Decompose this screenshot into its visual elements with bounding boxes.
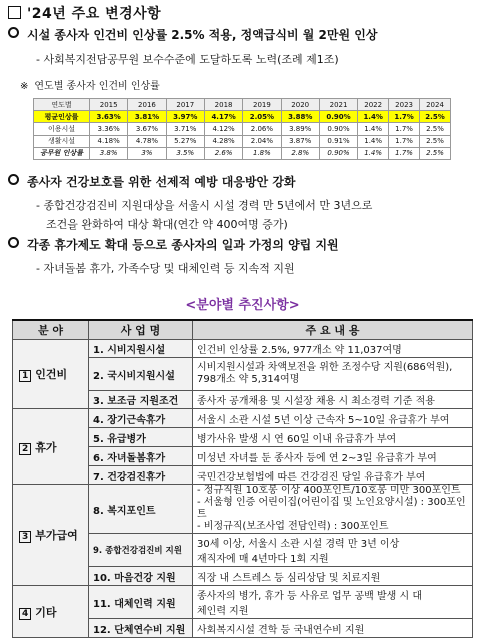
table-cell: 3.63% [90,111,128,123]
table-cell: 2.5% [420,111,451,123]
table-cell: 0.90% [319,123,357,135]
table-row [13,485,473,534]
circle-bullet-icon [8,27,19,38]
header-cell: 연도별 [34,99,90,111]
program-name: 12. 단체연수비 지원 [89,619,193,638]
table-cell: 1.7% [389,147,420,159]
header-cell: 2018 [204,99,242,111]
program-table [12,319,473,638]
section-heading: <분야별 추진사항> [185,298,300,313]
program-name: 2. 국시비지원시설 [89,358,193,391]
table-row [13,409,473,428]
table-row [34,111,451,123]
note-text: 연도별 종사자 인건비 인상률 [34,81,160,92]
program-name: 5. 유급병가 [89,428,193,447]
row-label: 공무원 인상률 [34,147,90,159]
note-mark: ※ [20,81,29,92]
category-cell [13,340,89,409]
header-cell: 2021 [319,99,357,111]
table-cell: 3.67% [128,123,166,135]
table-cell: 2.6% [204,147,242,159]
category-name: 인건비 [35,368,68,381]
sub-item: - 자녀돌봄 휴가, 가족수당 및 대체인력 등 지속적 지원 [36,262,295,275]
content-line: 798개소 약 5,314여명 [197,374,300,385]
header-cell: 2023 [389,99,420,111]
bullet-item-3 [8,236,339,253]
table-cell: 2.8% [281,147,319,159]
table-cell: 1.7% [389,135,420,147]
sub-item: - 종합건강검진비 지원대상을 서울시 시설 경력 만 5년에서 만 3년으로 [36,199,373,212]
program-content: 사회복지시설 견학 등 국내연수비 지원 [193,619,473,638]
content-line: - 정규직원 10호봉 이상 400포인트/10호봉 미만 300포인트 [197,485,461,496]
table-cell: 2.04% [243,135,281,147]
table-row [34,135,451,147]
program-name: 10. 마음건강 지원 [89,567,193,586]
header-cell: 2022 [358,99,389,111]
category-number: 4 [19,608,31,620]
bullet-item-1 [8,26,377,43]
table-cell: 3.87% [281,135,319,147]
category-name: 휴가 [35,440,57,454]
bullet-item-2 [8,173,296,190]
header-cell: 사 업 명 [89,320,193,340]
program-content: 서울시 소관 시설 5년 이상 근속자 5~10일 유급휴가 부여 [193,409,473,428]
program-name: 4. 장기근속휴가 [89,409,193,428]
table-row [13,340,473,358]
table-caption [20,77,160,92]
table-cell: 3% [128,147,166,159]
table-cell: 4.17% [204,111,242,123]
content-line: 재직자에 매 4년마다 1회 지원 [197,554,329,565]
header-cell: 2016 [128,99,166,111]
header-cell: 분 야 [13,320,89,340]
table-cell: 3.97% [166,111,204,123]
program-name: 7. 건강검진휴가 [89,466,193,485]
table-cell: 3.89% [281,123,319,135]
program-content [193,485,473,534]
circle-bullet-icon [8,237,19,248]
row-label: 평균인상률 [34,111,90,123]
header-cell: 2020 [281,99,319,111]
table-cell: 2.5% [420,123,451,135]
category-number: 3 [19,531,31,543]
program-content: 종사자 공개채용 및 시설장 채용 시 최소경력 기준 적용 [193,391,473,409]
page-title: '24년 주요 변경사항 [27,6,162,22]
row-label: 생활시설 [34,135,90,147]
table-cell: 1.4% [358,147,389,159]
section-title [8,3,161,23]
content-line: 체인력 지원 [197,606,249,617]
sub-item: - 사회복지전담공무원 보수수준에 도달하도록 노력(조례 제1조) [36,53,339,66]
header-cell: 주 요 내 용 [193,320,473,340]
bullet-text: 종사자 건강보호를 위한 선제적 예방 대응방안 강화 [27,175,296,189]
table-row [34,123,451,135]
content-line: 시비지원시설과 차액보전을 위한 조정수당 지원(686억원), [197,362,453,373]
category-number: 1 [19,370,31,382]
program-content: 병가사유 발생 시 연 60일 이내 유급휴가 부여 [193,428,473,447]
bullet-text: 각종 휴가제도 확대 등으로 종사자의 일과 가정의 양립 지원 [27,238,339,252]
table-cell: 4.28% [204,135,242,147]
table-cell: 3.88% [281,111,319,123]
table-cell: 1.7% [389,111,420,123]
program-content: 미성년 자녀를 둔 종사자 등에 연 2~3일 유급휴가 부여 [193,447,473,466]
table-cell: 2.5% [420,147,451,159]
table-cell: 4.12% [204,123,242,135]
header-cell: 2024 [420,99,451,111]
table-cell: 1.4% [358,123,389,135]
program-content: 직장 내 스트레스 등 심리상담 및 치료지원 [193,567,473,586]
table-row [34,147,451,159]
checkbox-square-icon [8,6,21,19]
table-cell: 1.4% [358,135,389,147]
content-line: 30세 이상, 서울시 소관 시설 경력 만 3년 이상 [197,539,400,550]
category-name: 부가급여 [35,529,78,542]
program-content: 인건비 인상률 2.5%, 977개소 약 11,037여명 [193,340,473,358]
table-cell: 4.78% [128,135,166,147]
table-cell: 4.18% [90,135,128,147]
circle-bullet-icon [8,174,19,185]
row-label: 이용시설 [34,123,90,135]
header-cell: 2015 [90,99,128,111]
header-cell: 2017 [166,99,204,111]
table-row [13,586,473,619]
program-name: 8. 복지포인트 [89,485,193,534]
table-cell: 3.71% [166,123,204,135]
table-cell: 5.27% [166,135,204,147]
program-name: 9. 종합건강검진비 지원 [89,534,193,567]
program-name: 1. 시비지원시설 [89,340,193,358]
table-header-row [13,320,473,340]
table-cell: 0.90% [319,111,357,123]
program-content: 국민건강보험법에 따른 건강검진 당일 유급휴가 부여 [193,466,473,485]
content-line: 종사자의 병가, 휴가 등 사유로 업무 공백 발생 시 대 [197,591,422,602]
table-cell: 2.06% [243,123,281,135]
table-cell: 3.5% [166,147,204,159]
program-content [193,534,473,567]
category-cell [13,409,89,485]
table-cell: 3.36% [90,123,128,135]
category-cell [13,485,89,586]
table-cell: 1.4% [358,111,389,123]
program-content [193,586,473,619]
content-line: - 비정규직(보조사업 전담인력) : 300포인트 [197,521,389,532]
table-cell: 3.8% [90,147,128,159]
content-line: - 서울형 인증 어린이집(어린이집 및 노인요양시설) : 300포인트 [197,497,466,520]
wage-increase-table [33,98,451,160]
table-cell: 1.7% [389,123,420,135]
bullet-text: 시설 종사자 인건비 인상률 2.5% 적용, 정액급식비 월 2만원 인상 [27,28,378,42]
program-content [193,358,473,391]
category-number: 2 [19,443,31,455]
program-name: 6. 자녀돌봄휴가 [89,447,193,466]
program-name: 3. 보조금 지원조건 [89,391,193,409]
program-name: 11. 대체인력 지원 [89,586,193,619]
header-cell: 2019 [243,99,281,111]
table-cell: 2.05% [243,111,281,123]
category-cell [13,586,89,638]
table-header-row [34,99,451,111]
table-cell: 0.91% [319,135,357,147]
sub-item-continued: 조건을 완화하여 대상 확대(연간 약 400여명 증가) [46,218,288,231]
table-cell: 3.81% [128,111,166,123]
table-cell: 1.8% [243,147,281,159]
category-name: 기타 [35,605,57,619]
table-cell: 0.90% [319,147,357,159]
table-cell: 2.5% [420,135,451,147]
